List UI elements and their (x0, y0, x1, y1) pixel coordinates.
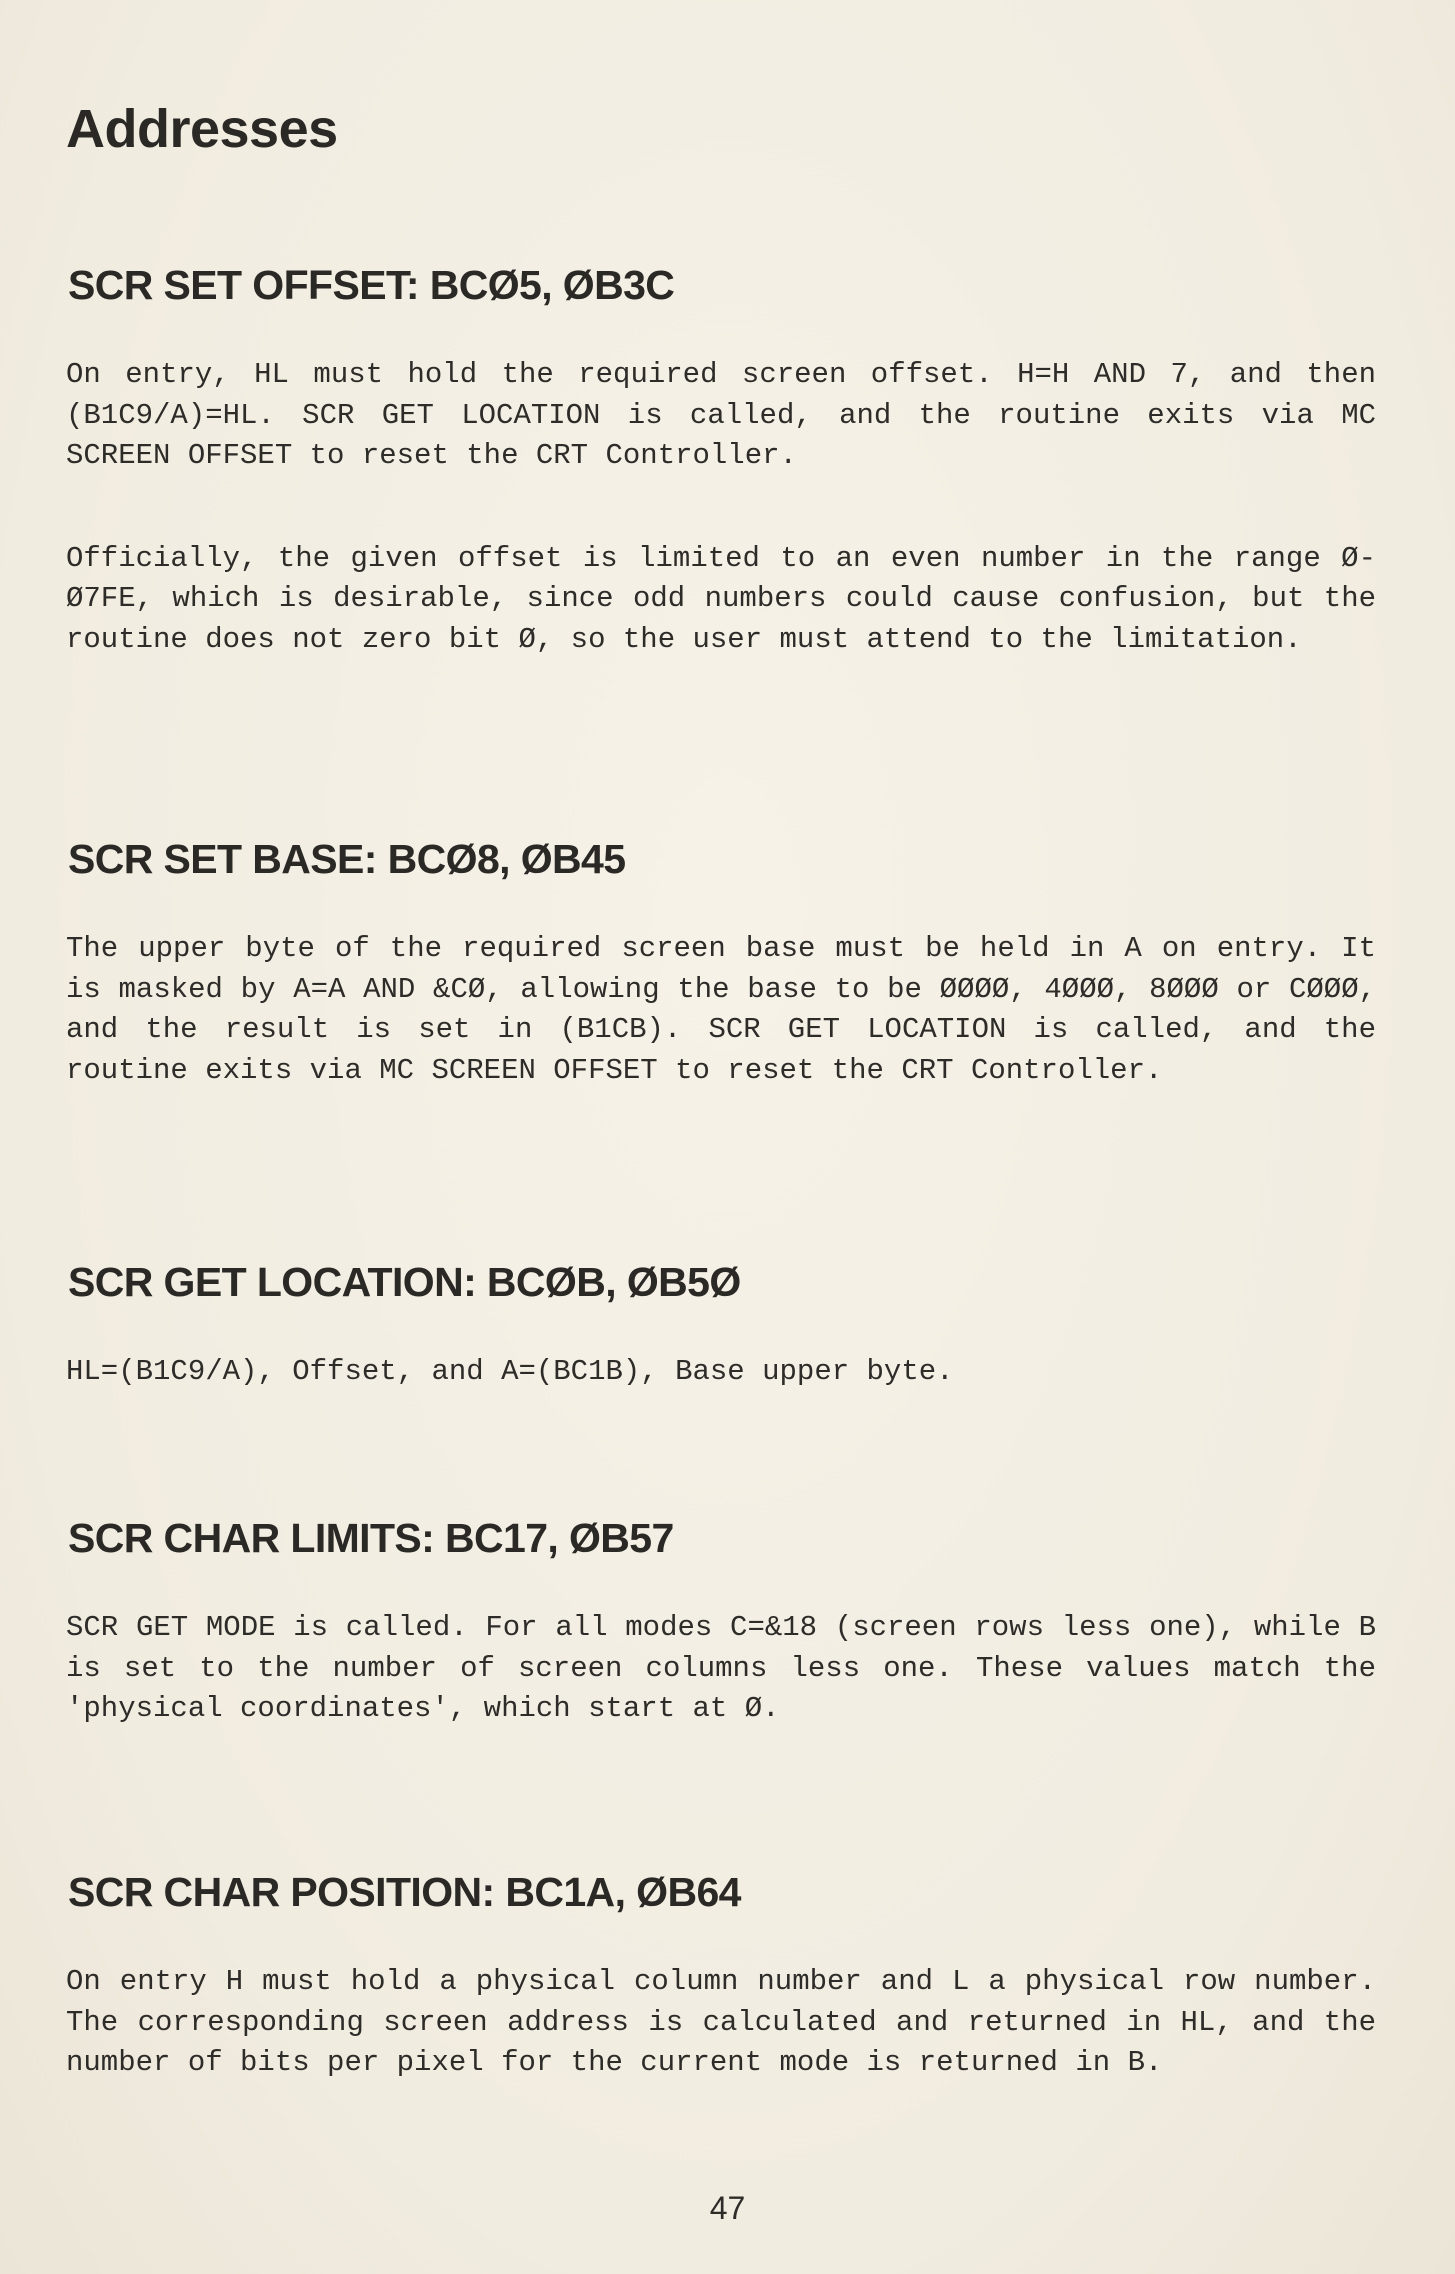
section-paragraph: On entry, HL must hold the required screen offset. H=H AND 7, and then (B1C9/A)=HL. SCR GET LOCATION is called, and the routine exits via MC SCREEN OFFSET to reset the CRT Controller. (66, 358, 1376, 472)
section-title: SCR CHAR LIMITS: BC17, ØB57 (68, 1515, 674, 1561)
section-paragraph: The upper byte of the required screen base must be held in A on entry. It is masked by A=A AND &CØ, allowing the base to be ØØØØ, 4ØØØ, 8ØØØ or CØØØ, and the result is set in (B1CB). SCR GET LOCATION is called, and the routine exits via MC SCREEN OFFSET to reset the CRT Controller. (66, 932, 1376, 1087)
section-title: SCR CHAR POSITION: BC1A, ØB64 (68, 1869, 741, 1915)
section-title: SCR SET BASE: BCØ8, ØB45 (68, 836, 626, 882)
page-number: 47 (709, 2190, 746, 2226)
section-title: SCR GET LOCATION: BCØB, ØB5Ø (68, 1259, 741, 1305)
section-paragraph: SCR GET MODE is called. For all modes C=&18 (screen rows less one), while B is set to the number of screen columns less one. These values match the 'physical coordinates', which start at Ø. (66, 1611, 1376, 1725)
section-title: SCR SET OFFSET: BCØ5, ØB3C (68, 262, 675, 308)
section-scr-char-position (66, 1869, 1376, 2084)
section-scr-char-limits (66, 1515, 1376, 1730)
page-heading: Addresses (66, 99, 338, 159)
section-scr-get-location (66, 1259, 1376, 1393)
section-paragraph: HL=(B1C9/A), Offset, and A=(BC1B), Base upper byte. (66, 1355, 954, 1388)
section-scr-set-offset (66, 262, 1376, 660)
section-paragraph: Officially, the given offset is limited to an even number in the range Ø-Ø7FE, which is desirable, since odd numbers could cause confusion, but the routine does not zero bit Ø, so the user must attend to the limitation. (66, 541, 1376, 656)
section-paragraph: On entry H must hold a physical column number and L a physical row number. The corresponding screen address is calculated and returned in HL, and the number of bits per pixel for the current mode is returned in B. (66, 1965, 1376, 2079)
section-scr-set-base (66, 836, 1376, 1091)
